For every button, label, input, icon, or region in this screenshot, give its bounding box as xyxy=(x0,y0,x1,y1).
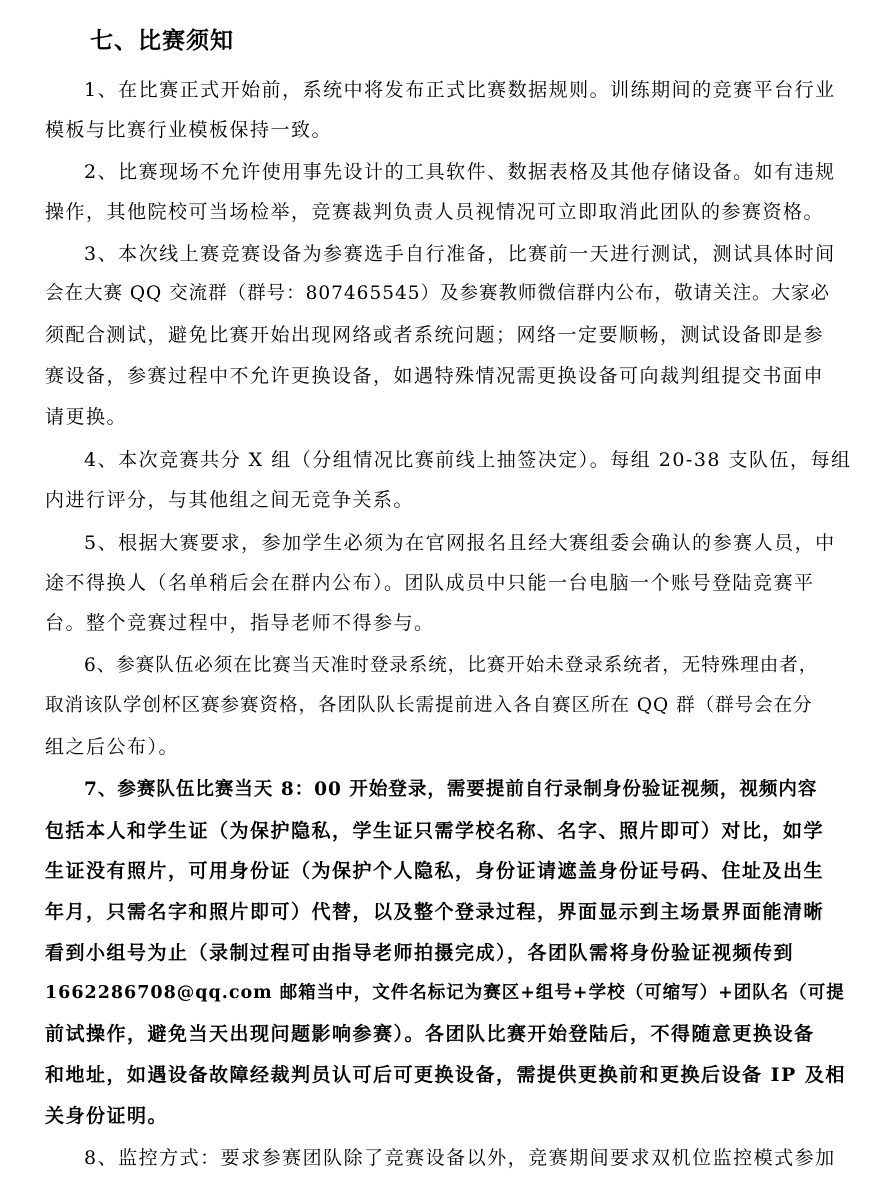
paragraph-7-line-2: 包括本人和学生证（为保护隐私，学生证只需学校名称、名字、照片即可）对比，如学 xyxy=(45,820,825,842)
paragraph-7-line-4: 年月，只需名字和照片即可）代替，以及整个登录过程，界面显示到主场景界面能清晰 xyxy=(45,901,825,923)
paragraph-5-line-3: 台。整个竞赛过程中，指导老师不得参与。 xyxy=(45,612,435,634)
paragraph-2-line-2: 操作，其他院校可当场检举，竞赛裁判负责人员视情况可立即取消此团队的参赛资格。 xyxy=(45,201,825,223)
paragraph-3-line-5: 请更换。 xyxy=(45,406,128,428)
paragraph-7-line-3: 生证没有照片，可用身份证（为保护个人隐私，身份证请遮盖身份证号码、住址及出生 xyxy=(45,860,825,882)
paragraph-4-line-2: 内进行评分，与其他组之间无竞争关系。 xyxy=(45,489,415,511)
paragraph-5-line-2: 途不得换人（名单稍后会在群内公布）。团队成员中只能一台电脑一个账号登陆竞赛平 xyxy=(45,572,815,594)
paragraph-7-line-8: 和地址，如遇设备故障经裁判员认可后可更换设备，需提供更换前和更换后设备 IP 及相 xyxy=(45,1064,846,1086)
paragraph-8-line-1: 8、监控方式：要求参赛团队除了竞赛设备以外，竞赛期间要求双机位监控模式参加 xyxy=(84,1147,836,1169)
paragraph-7-line-7: 前试操作，避免当天出现问题影响参赛）。各团队比赛开始登陆后，不得随意更换设备 xyxy=(45,1023,815,1045)
paragraph-6-line-3: 组之后公布）。 xyxy=(45,736,180,758)
paragraph-6-line-1: 6、参赛队伍必须在比赛当天准时登录系统，比赛开始未登录系统者，无特殊理由者， xyxy=(84,655,819,676)
paragraph-7-line-5: 看到小组号为止（录制过程可由指导老师拍摄完成），各团队需将身份验证视频传到 xyxy=(45,942,795,964)
paragraph-3-line-3: 须配合测试，避免比赛开始出现网络或者系统问题；网络一定要顺畅，测试设备即是参 xyxy=(45,324,825,346)
paragraph-1-line-2: 模板与比赛行业模板保持一致。 xyxy=(45,119,333,141)
paragraph-6-line-2: 取消该队学创杯区赛参赛资格，各团队队长需提前进入各自赛区所在 QQ 群（群号会在分 xyxy=(45,695,813,716)
paragraph-3-line-1: 3、本次线上赛竞赛设备为参赛选手自行准备，比赛前一天进行测试，测试具体时间 xyxy=(84,243,836,265)
paragraph-7-line-6: 1662286708@qq.com 邮箱当中，文件名标记为赛区+组号+学校（可缩写）+团队名（可提 xyxy=(45,983,845,1003)
paragraph-7-line-1: 7、参赛队伍比赛当天 8：00 开始登录，需要提前自行录制身份验证视频，视频内容 xyxy=(84,779,818,800)
paragraph-2-line-1: 2、比赛现场不允许使用事先设计的工具软件、数据表格及其他存储设备。如有违规 xyxy=(84,161,836,183)
paragraph-4-line-1: 4、本次竞赛共分 X 组（分组情况比赛前线上抽签决定）。每组 20-38 支队伍，每组 xyxy=(84,449,852,471)
paragraph-3-line-2: 会在大赛 QQ 交流群（群号：807465545）及参赛教师微信群内公布，敬请关注。大家必 xyxy=(45,283,831,304)
paragraph-7-line-9: 关身份证明。 xyxy=(45,1105,169,1127)
paragraph-3-line-4: 赛设备，参赛过程中不允许更换设备，如遇特殊情况需更换设备可向裁判组提交书面申 xyxy=(45,365,825,387)
section-heading: 七、比赛须知 xyxy=(90,27,234,54)
paragraph-5-line-1: 5、根据大赛要求，参加学生必须为在官网报名且经大赛组委会确认的参赛人员，中 xyxy=(84,532,836,554)
paragraph-1-line-1: 1、在比赛正式开始前，系统中将发布正式比赛数据规则。训练期间的竞赛平台行业 xyxy=(84,79,836,101)
